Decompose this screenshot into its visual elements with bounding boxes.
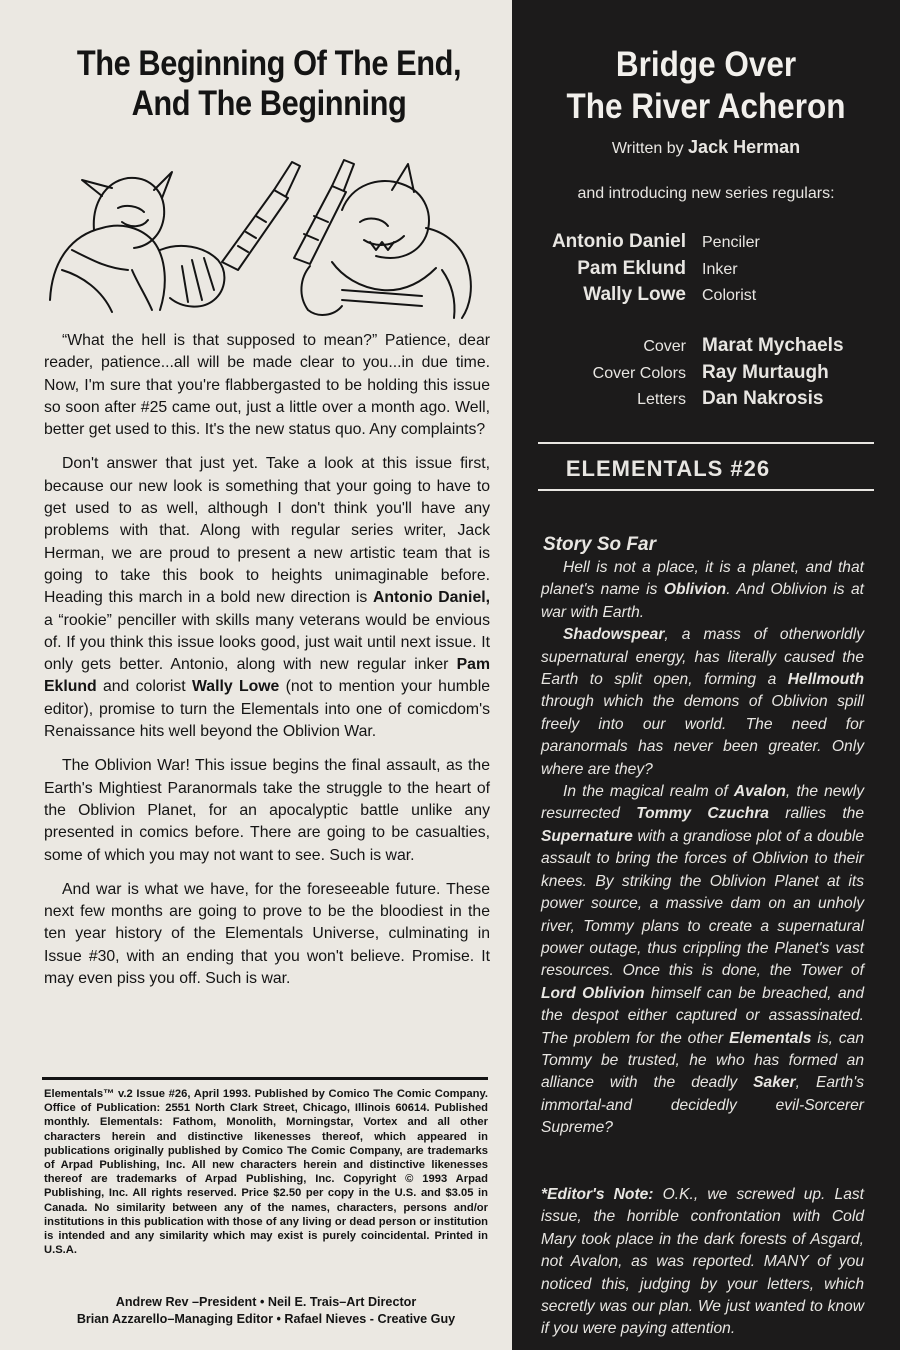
written-prefix: Written by	[611, 140, 684, 157]
story-paragraph	[541, 624, 864, 781]
paragraph-text: Don't answer that just yet. Take a look at this issue first, because our new look is something that your going to have to get used to as well, although I don't think you'll have any problems with that. Along with regular series writer, Jack Herman, we are proud to present a new artistic team that is going to take this book to heights unimaginable before. Heading this march in a bold new direction is	[44, 455, 490, 607]
editorial-paragraph	[44, 453, 490, 743]
story-bold: Saker	[753, 1074, 796, 1092]
credit-row	[532, 284, 892, 311]
editors-note	[541, 1184, 864, 1341]
story-bold: Elementals	[729, 1029, 812, 1047]
regulars-credits	[532, 231, 892, 311]
story-heading: Story So Far	[543, 534, 656, 555]
staff-line: Andrew Rev –President • Neil E. Trais–Art Director	[115, 1295, 417, 1309]
staff-line: Brian Azzarello–Managing Editor • Rafael Nieves - Creative Guy	[76, 1312, 456, 1326]
credit-name: Dan Nakrosis	[702, 388, 824, 409]
credit-role: Cover Colors	[592, 364, 686, 382]
indicia: Elementals™ v.2 Issue #26, April 1993. Published by Comico The Comic Company. Office of Publication: 2551 North Clark Street, Chicago, Illinois 60614. Published monthly. Elementals: Fathom, Monolith, Morningstar, Vortex and all other characters herein and distinctive likenesses thereof, which appeared in publications originally published by Comico The Comic Company, are trademarks of Arpad Publishing, Inc. All new characters herein and distinctive likenesses thereof are trademarks of Arpad Publishing, Inc. Copyright © 1993 Arpad Publishing, Inc. All rights reserved. Price $2.50 per copy in the U.S. and $3.05 in Canada. No similarity between any of the names, characters, persons and/or institutions in this publication with those of any living or dead person or institution is intended and any similarity which may exist is purely coincidental. Printed in U.S.A.	[44, 1088, 488, 1257]
credit-role: Penciler	[702, 234, 760, 251]
paragraph-bold: Pam Eklund	[44, 656, 490, 696]
writer-name: Jack Herman	[688, 137, 801, 157]
credit-row	[532, 335, 892, 362]
page-headline	[59, 44, 480, 124]
editorial-paragraph: “What the hell is that supposed to mean?” Patience, dear reader, patience...all will be made clear to you...in due time. Now, I'm sure that you're flabbergasted to be holding this issue so soon after #25 came out, just a little over a month ago. Well, better get used to this. It's the new status quo. Any complaints?	[44, 332, 490, 439]
credit-role: Letters	[637, 391, 686, 408]
story-text: , a mass of otherworldly supernatural energy, has literally caused the Earth to split open, forming a	[541, 626, 864, 689]
story-text: rallies the	[768, 805, 865, 823]
credit-name: Marat Mychaels	[702, 335, 844, 356]
credit-role: Inker	[702, 260, 738, 278]
paragraph-text: (not to mention your humble editor), promise to turn the Elementals into one of comicdom's Renaissance hits well beyond the Oblivion War.	[44, 678, 490, 741]
title-line: Bridge Over	[615, 45, 797, 84]
story-text: . And Oblivion is at war with Earth.	[541, 581, 864, 621]
story-bold: Avalon	[733, 783, 786, 801]
divider	[538, 489, 874, 491]
note-label: *Editor's Note:	[541, 1186, 654, 1203]
story-bold: Supernature	[541, 827, 633, 845]
story-text: In the magical realm of	[563, 783, 734, 801]
intro-line: and introducing new series regulars:	[577, 185, 835, 202]
story-bold: Tommy Czuchra	[636, 805, 769, 823]
writer-credit	[512, 136, 900, 160]
editorial-paragraph: The Oblivion War! This issue begins the final assault, as the Earth's Mightiest Paranormals take the struggle to the heart of the Oblivion Planet, for an apocalyptic battle unlike any presented in comics before. There are going to be casualties, some of which you may not want to see. Such is war.	[44, 757, 490, 864]
editorial-text	[44, 330, 490, 1002]
credit-row	[532, 258, 892, 285]
paragraph-bold: Antonio Daniel,	[372, 589, 491, 607]
credit-name: Ray Murtaugh	[702, 361, 829, 383]
divider	[538, 442, 874, 444]
story-title	[531, 44, 880, 128]
staff-credits	[44, 1294, 488, 1328]
note-text: O.K., we screwed up. Last issue, the horrible confrontation with Cold Mary took place in the dark forests of Asgard, not Avalon, as was reported. MANY of you noticed this, judging by your letters, which secretly was our plan. We just wanted to know if you were paying attention.	[541, 1186, 865, 1338]
credit-name: Wally Lowe	[583, 284, 686, 305]
story-bold: Lord Oblivion	[541, 984, 645, 1002]
paragraph-text: and colorist	[96, 678, 192, 696]
other-credits	[532, 335, 892, 415]
story-bold: Oblivion	[663, 581, 727, 599]
credit-role: Colorist	[702, 287, 757, 304]
divider	[42, 1077, 488, 1080]
credit-name: Pam Eklund	[577, 257, 686, 279]
editorial-paragraph: And war is what we have, for the foreseeable future. These next few months are going to prove to be the bloodiest in the ten year history of the Elementals Universe, culminating in Issue #30, with an ending that you won't believe. Promise. It may even piss you off. Such is war.	[44, 880, 490, 988]
story-text: , Earth's immortal-and decidedly evil-Sorcerer Supreme?	[541, 1074, 864, 1137]
story-text: himself can be breached, and the despot either captured or assassinated. The problem for the other	[541, 984, 864, 1047]
story-text: through which the demons of Oblivion spill freely into our world. The need for paranormals has never been greater. Only where are they?	[541, 693, 864, 778]
story-bold: Hellmouth	[787, 671, 864, 689]
story-paragraph	[541, 781, 864, 1140]
story-text: is, can Tommy be trusted, he who has formed an alliance with the deadly	[541, 1029, 864, 1092]
right-column	[512, 0, 900, 1350]
credit-name: Antonio Daniel	[551, 231, 686, 252]
credit-row	[532, 388, 892, 415]
credit-row	[532, 231, 892, 258]
paragraph-bold: Wally Lowe	[191, 678, 280, 696]
title-line: The River Acheron	[566, 87, 846, 126]
story-text: , the newly resurrected	[541, 783, 864, 823]
headline-line: And The Beginning	[131, 84, 407, 123]
issue-title: ELEMENTALS #26	[565, 456, 771, 481]
headline-line: The Beginning Of The End,	[76, 44, 462, 83]
story-text: with a grandiose plot of a double assault to bring the forces of Oblivion to their knees. By striking the Oblivion Planet at its power source, a massive dam on an unholy river, Tommy plans to create a supernatural power outage, thus crippling the Planet's vast resources. Once this is done, the Tower of	[541, 827, 864, 980]
character-illustration	[42, 150, 482, 320]
credit-row	[532, 362, 892, 389]
story-so-far	[541, 533, 864, 1140]
paragraph-text: a “rookie” penciller with skills many veterans would be envious of. If you think this issue looks good, just wait until next issue. It only gets better. Antonio, along with new regular inker	[44, 611, 490, 674]
story-text: Hell is not a place, it is a planet, and that planet's name is	[541, 559, 864, 599]
story-paragraph	[541, 557, 864, 624]
credit-role: Cover	[643, 338, 686, 355]
story-bold: Shadowspear	[563, 626, 665, 644]
